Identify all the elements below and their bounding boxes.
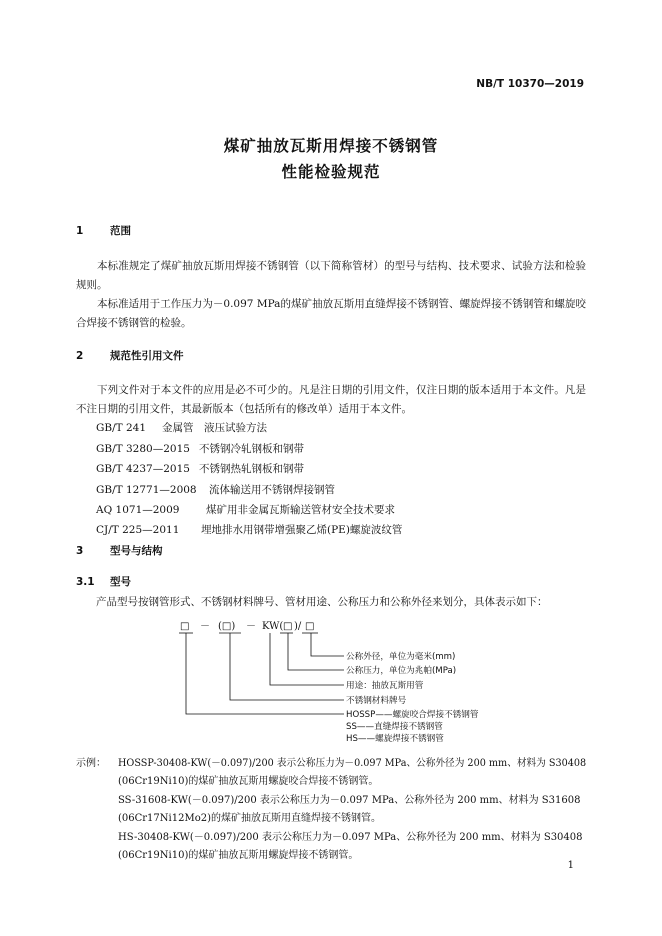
section-title: 范围 bbox=[110, 225, 131, 237]
example-3-line-1: HS-30408-KW(－0.097)/200 表示公称压力为－0.097 MPa、公称外径为 200 mm、材料为 S30408 bbox=[118, 832, 583, 843]
example-2-line-2: (06Cr17Ni12Mo2)的煤矿抽放瓦斯用直缝焊接不锈钢管。 bbox=[118, 813, 381, 824]
legend-hossp: HOSSP——螺旋咬合焊接不锈钢管 bbox=[346, 710, 479, 720]
model-code-kw-close: )/ bbox=[294, 621, 302, 632]
section-title: 规范性引用文件 bbox=[110, 350, 184, 362]
legend-diameter: 公称外径，单位为毫米(mm) bbox=[346, 652, 456, 662]
legend-pressure: 公称压力，单位为兆帕(MPa) bbox=[346, 666, 457, 676]
legend-hs: HS——螺旋焊接不锈钢管 bbox=[346, 734, 444, 744]
leader-usage bbox=[270, 633, 344, 685]
subsection-number: 3.1 bbox=[76, 576, 95, 588]
examples-label: 示例： bbox=[76, 758, 106, 769]
section-number: 1 bbox=[76, 225, 84, 237]
reference-code: GB/T 12771—2008 bbox=[96, 484, 197, 496]
legend-material: 不锈钢材料牌号 bbox=[346, 696, 407, 706]
model-intro: 产品型号按钢管形式、不锈钢材料牌号、管材用途、公称压力和公称外径来划分，具体表示如下： bbox=[96, 596, 548, 608]
reference-name: 埋地排水用钢带增强聚乙烯(PE)螺旋波纹管 bbox=[201, 524, 403, 536]
section-number: 2 bbox=[76, 350, 84, 362]
document-title: 煤矿抽放瓦斯用焊接不锈钢管 bbox=[223, 137, 439, 155]
leader-diameter bbox=[311, 633, 344, 656]
reference-code: GB/T 241 bbox=[96, 422, 147, 434]
reference-code: GB/T 3280—2015 bbox=[96, 443, 190, 455]
reference-name: 煤矿用非金属瓦斯输送管材安全技术要求 bbox=[206, 504, 395, 516]
section-number: 3 bbox=[76, 545, 84, 557]
leader-pressure bbox=[288, 633, 344, 670]
reference-code: CJ/T 225—2011 bbox=[96, 524, 180, 536]
reference-name: 金属管 液压试验方法 bbox=[162, 422, 267, 434]
example-2-line-1: SS-31608-KW(－0.097)/200 表示公称压力为－0.097 MPa、公称外径为 200 mm、材料为 S31608 bbox=[118, 795, 581, 806]
model-code-dash-2: － bbox=[246, 621, 256, 632]
leader-pipe-type bbox=[186, 633, 344, 714]
model-code-box-1: □ bbox=[180, 621, 190, 632]
section-2-paragraph: 下列文件对于本文件的应用是必不可少的。凡是注日期的引用文件，仅注日期的版本适用于本文件。凡是不注日期的引用文件，其最新版本（包括所有的修改单）适用于本文件。 bbox=[76, 384, 586, 415]
reference-name: 流体输送用不锈钢焊接钢管 bbox=[209, 484, 335, 496]
model-code-box-4: □ bbox=[305, 621, 315, 632]
subsection-title: 型号 bbox=[110, 576, 131, 588]
example-3-line-2: (06Cr19Ni10)的煤矿抽放瓦斯用螺旋焊接不锈钢管。 bbox=[118, 850, 359, 861]
example-1-line-1: HOSSP-30408-KW(－0.097)/200 表示公称压力为－0.097 MPa、公称外径为 200 mm、材料为 S30408 bbox=[118, 758, 587, 769]
legend-usage: 用途：抽放瓦斯用管 bbox=[346, 681, 424, 691]
reference-code: AQ 1071—2009 bbox=[96, 504, 180, 516]
model-code-box-2: (□) bbox=[218, 621, 236, 632]
page-number: 1 bbox=[567, 860, 574, 871]
model-code-kw: KW( bbox=[262, 621, 284, 632]
document-subtitle: 性能检验规范 bbox=[281, 163, 381, 181]
reference-name: 不锈钢热轧钢板和钢带 bbox=[199, 463, 304, 475]
standard-code: NB/T 10370—2019 bbox=[476, 78, 584, 90]
model-code-box-3: □ bbox=[283, 621, 293, 632]
reference-code: GB/T 4237—2015 bbox=[96, 463, 190, 475]
reference-name: 不锈钢冷轧钢板和钢带 bbox=[199, 443, 304, 455]
model-code-dash-1: － bbox=[200, 621, 210, 632]
example-1-line-2: (06Cr19Ni10)的煤矿抽放瓦斯用螺旋咬合焊接不锈钢管。 bbox=[118, 776, 379, 787]
section-1-paragraph-1: 本标准规定了煤矿抽放瓦斯用焊接不锈钢管（以下简称管材）的型号与结构、技术要求、试验方法和检验规则。 bbox=[76, 260, 586, 291]
section-1-paragraph-2: 本标准适用于工作压力为－0.097 MPa的煤矿抽放瓦斯用直缝焊接不锈钢管、螺旋焊接不锈钢管和螺旋咬合焊接不锈钢管的检验。 bbox=[76, 298, 586, 329]
leader-material bbox=[230, 633, 344, 700]
legend-ss: SS——直缝焊接不锈钢管 bbox=[346, 722, 443, 732]
section-title: 型号与结构 bbox=[110, 545, 163, 557]
